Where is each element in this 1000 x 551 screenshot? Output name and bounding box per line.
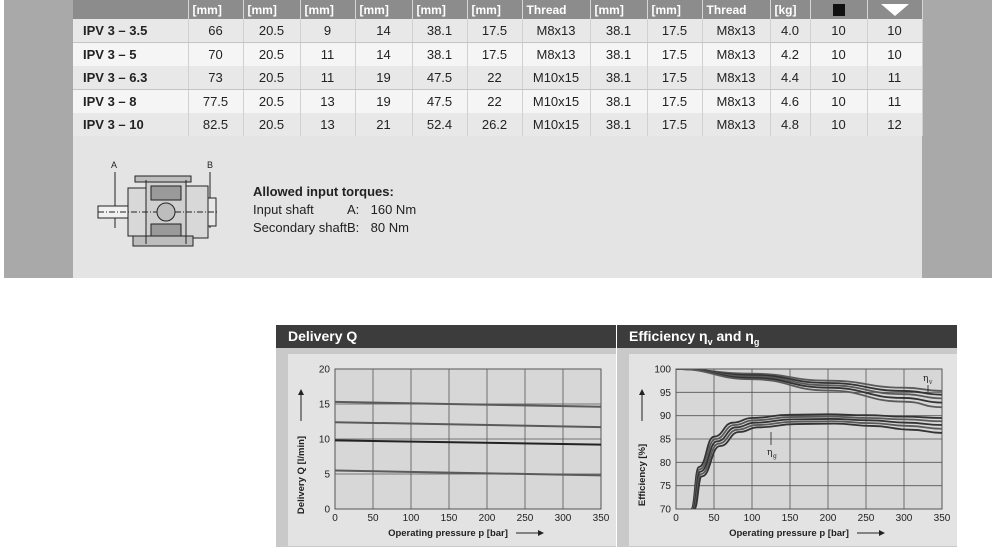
efficiency-chart-panel	[617, 325, 957, 547]
value-cell: M8x13	[702, 113, 770, 136]
eta-v-subscript: v	[707, 336, 713, 347]
x-tick-label: 250	[857, 513, 875, 524]
value-cell: 47.5	[412, 90, 467, 114]
value-cell: 47.5	[412, 66, 467, 90]
value-cell: 4.4	[770, 66, 810, 90]
x-axis-label: Operating pressure p [bar]	[388, 528, 508, 539]
x-tick-label: 150	[781, 513, 799, 524]
value-cell: M8x13	[702, 43, 770, 67]
value-cell: 17.5	[467, 19, 522, 43]
value-cell: 11	[867, 66, 922, 90]
x-tick-label: 200	[819, 513, 837, 524]
header-cell: [mm]	[243, 0, 300, 19]
efficiency-chart	[617, 348, 957, 547]
torques-title: Allowed input torques:	[253, 184, 394, 199]
value-cell: 52.4	[412, 113, 467, 136]
model-cell: IPV 3 – 6.3	[73, 66, 188, 90]
label-b: B	[207, 160, 214, 170]
header-icon-cell	[810, 0, 867, 19]
value-cell: 19	[355, 66, 412, 90]
model-cell: IPV 3 – 5	[73, 43, 188, 67]
value-cell: 20.5	[243, 66, 300, 90]
value-cell: M8x13	[702, 19, 770, 43]
value-cell: 10	[810, 113, 867, 136]
value-cell: 20.5	[243, 43, 300, 67]
value-cell: 4.2	[770, 43, 810, 67]
value-cell: 10	[810, 43, 867, 67]
x-tick-label: 0	[673, 513, 679, 524]
y-tick-label: 75	[659, 481, 671, 493]
table-row	[73, 113, 922, 136]
x-axis-label: Operating pressure p [bar]	[729, 528, 849, 539]
eta-v-symbol: η	[699, 328, 708, 344]
value-cell: 19	[355, 90, 412, 114]
value-cell: 14	[355, 19, 412, 43]
title-main: Efficiency	[629, 328, 696, 344]
allowed-torques-block	[253, 183, 416, 237]
value-cell: 38.1	[412, 19, 467, 43]
torque-letter: A:	[347, 202, 360, 217]
x-tick-label: 100	[743, 513, 761, 524]
x-tick-label: 350	[592, 513, 610, 524]
y-tick-label: 95	[659, 387, 671, 399]
x-tick-label: 200	[478, 513, 496, 524]
value-cell: 9	[300, 19, 355, 43]
torque-row-secondary	[253, 219, 416, 237]
value-cell: 17.5	[467, 43, 522, 67]
table-row	[73, 43, 922, 67]
torque-row-input	[253, 201, 416, 219]
table-row	[73, 90, 922, 114]
value-cell: 17.5	[647, 113, 702, 136]
model-cell: IPV 3 – 3.5	[73, 19, 188, 43]
y-tick-label: 0	[324, 504, 330, 516]
torque-value: 80 Nm	[370, 220, 409, 235]
value-cell: 17.5	[647, 66, 702, 90]
chart-title: Delivery Q	[276, 325, 616, 348]
model-cell: IPV 3 – 8	[73, 90, 188, 114]
y-tick-label: 90	[659, 411, 671, 423]
value-cell: 10	[810, 90, 867, 114]
value-cell: M8x13	[702, 90, 770, 114]
value-cell: 14	[355, 43, 412, 67]
header-cell: [mm]	[647, 0, 702, 19]
x-tick-label: 350	[933, 513, 951, 524]
value-cell: 4.8	[770, 113, 810, 136]
value-cell: 82.5	[188, 113, 243, 136]
y-tick-label: 15	[318, 399, 330, 411]
torque-value: 160 Nm	[370, 202, 417, 217]
delivery-chart	[276, 348, 616, 547]
value-cell: M10x15	[522, 66, 590, 90]
y-axis-label: Efficiency [%]	[637, 443, 648, 507]
eta-g-curve-label: η	[767, 448, 773, 458]
value-cell: 22	[467, 66, 522, 90]
value-cell: 77.5	[188, 90, 243, 114]
value-cell: M10x15	[522, 113, 590, 136]
x-tick-label: 300	[554, 513, 572, 524]
value-cell: 10	[867, 43, 922, 67]
delivery-chart-panel	[276, 325, 616, 547]
header-cell: [mm]	[300, 0, 355, 19]
y-tick-label: 80	[659, 457, 671, 469]
chart-title	[617, 325, 957, 348]
value-cell: M10x15	[522, 90, 590, 114]
value-cell: M8x13	[702, 66, 770, 90]
value-cell: 38.1	[590, 43, 647, 67]
black-square-icon	[833, 4, 845, 16]
x-tick-label: 100	[402, 513, 420, 524]
header-cell: Thread	[702, 0, 770, 19]
value-cell: 17.5	[647, 43, 702, 67]
value-cell: 20.5	[243, 90, 300, 114]
header-cell: Thread	[522, 0, 590, 19]
header-icon-cell	[867, 0, 922, 19]
value-cell: 12	[867, 113, 922, 136]
value-cell: 38.1	[590, 113, 647, 136]
value-cell: 73	[188, 66, 243, 90]
eta-g-curve-label-sub: g	[773, 453, 777, 460]
value-cell: M8x13	[522, 43, 590, 67]
eta-g-subscript: g	[753, 336, 760, 347]
header-cell: [kg]	[770, 0, 810, 19]
x-tick-label: 300	[895, 513, 913, 524]
value-cell: 13	[300, 113, 355, 136]
value-cell: 17.5	[647, 90, 702, 114]
value-cell: 17.5	[647, 19, 702, 43]
x-tick-label: 50	[708, 513, 720, 524]
torque-label: Secondary shaft	[253, 220, 347, 235]
y-tick-label: 20	[318, 364, 330, 376]
value-cell: M8x13	[522, 19, 590, 43]
value-cell: 38.1	[412, 43, 467, 67]
value-cell: 13	[300, 90, 355, 114]
y-tick-label: 85	[659, 434, 671, 446]
value-cell: 4.6	[770, 90, 810, 114]
value-cell: 11	[300, 43, 355, 67]
value-cell: 20.5	[243, 19, 300, 43]
header-cell: [mm]	[467, 0, 522, 19]
pump-cross-section-drawing	[93, 158, 243, 258]
header-cell: [mm]	[355, 0, 412, 19]
value-cell: 21	[355, 113, 412, 136]
title-and: and	[716, 328, 742, 344]
table-header-row	[73, 0, 922, 19]
white-triangle-icon	[881, 4, 909, 16]
header-cell: [mm]	[590, 0, 647, 19]
value-cell: 10	[810, 66, 867, 90]
model-cell: IPV 3 – 10	[73, 113, 188, 136]
eta-v-curve-label: η	[923, 374, 929, 384]
x-tick-label: 0	[332, 513, 338, 524]
table-row	[73, 66, 922, 90]
torque-label: Input shaft	[253, 202, 314, 217]
header-model-cell	[73, 0, 188, 19]
y-tick-label: 100	[654, 364, 671, 376]
y-tick-label: 10	[318, 434, 330, 446]
value-cell: 66	[188, 19, 243, 43]
value-cell: 22	[467, 90, 522, 114]
value-cell: 10	[810, 19, 867, 43]
value-cell: 11	[867, 90, 922, 114]
table-row	[73, 19, 922, 43]
dimension-table	[73, 0, 923, 136]
value-cell: 26.2	[467, 113, 522, 136]
y-tick-label: 70	[659, 504, 671, 516]
x-tick-label: 150	[440, 513, 458, 524]
torque-letter: B:	[347, 220, 360, 235]
header-cell: [mm]	[412, 0, 467, 19]
y-tick-label: 5	[324, 469, 330, 481]
header-cell: [mm]	[188, 0, 243, 19]
y-axis-label: Delivery Q [l/min]	[296, 435, 307, 515]
value-cell: 4.0	[770, 19, 810, 43]
value-cell: 20.5	[243, 113, 300, 136]
eta-v-curve-label-sub: v	[929, 379, 933, 386]
eta-g-symbol: η	[745, 328, 754, 344]
x-tick-label: 50	[367, 513, 379, 524]
value-cell: 38.1	[590, 66, 647, 90]
x-tick-label: 250	[516, 513, 534, 524]
value-cell: 38.1	[590, 19, 647, 43]
label-a: A	[111, 160, 118, 170]
value-cell: 70	[188, 43, 243, 67]
value-cell: 11	[300, 66, 355, 90]
value-cell: 38.1	[590, 90, 647, 114]
value-cell: 10	[867, 19, 922, 43]
